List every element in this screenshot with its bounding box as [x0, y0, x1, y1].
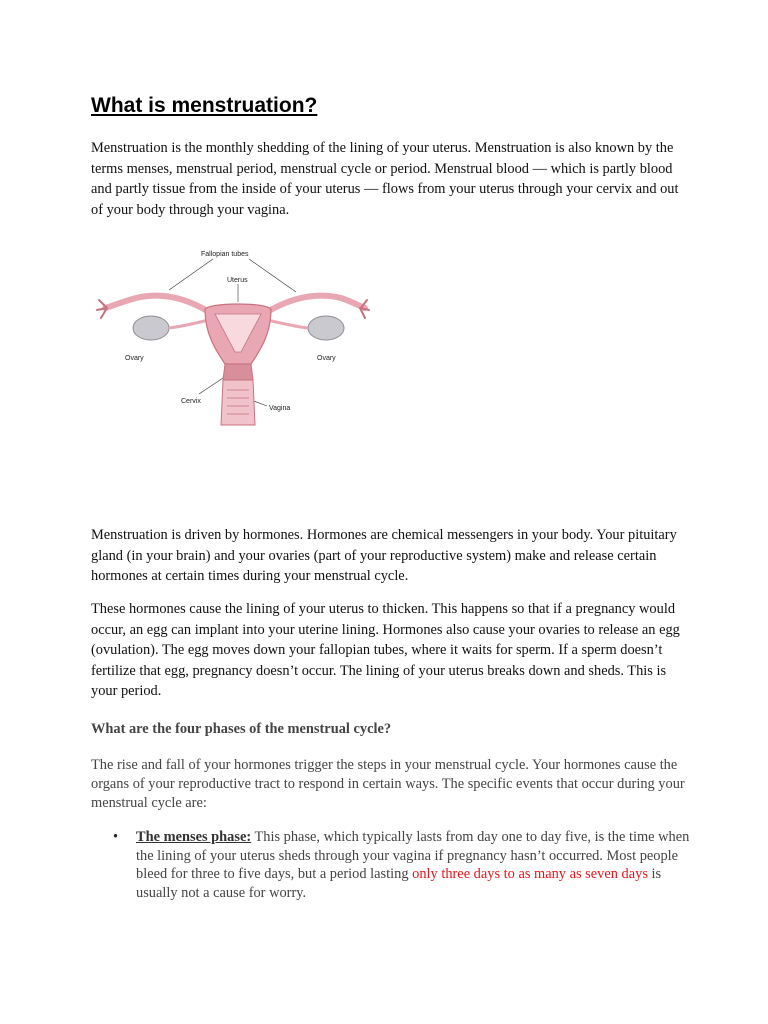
intro-paragraph: Menstruation is the monthly shedding of the lining of your uterus. Menstruation is also known by the terms menses, menstrual period, menstrual cycle or period. Menstrual blood — which is partly blood and partly tissue from the inside of your uterus — flows from your uterus through your cervix and out of your body through your vagina.: [91, 140, 679, 218]
fallopian-leader-left: [169, 259, 213, 290]
page-title: What is menstruation?: [91, 94, 318, 117]
fimbriae-right: [360, 300, 369, 318]
uterine-lining-paragraph: These hormones cause the lining of your uterus to thicken. This happens so that if a pregnancy would occur, an egg can implant into your uterine lining. Hormones also cause your ovaries to release an egg (ovulation). The egg moves down your fallopian tubes, where it waits for sperm. If a sperm doesn’t fertilize that egg, pregnancy doesn’t occur. The lining of your uterus breaks down and sheds. This is your period.: [91, 601, 680, 699]
label-ovary-left: Ovary: [125, 355, 144, 362]
uterus-anatomy-diagram: [91, 240, 371, 440]
list-item: [91, 828, 691, 902]
ovary-left: [133, 316, 169, 340]
phases-list: [91, 828, 691, 902]
vagina-shape: [221, 380, 255, 425]
hormones-paragraph: Menstruation is driven by hormones. Hormones are chemical messengers in your body. Your pituitary gland (in your brain) and your ovaries (part of your reproductive system) make and release certain hormones at certain times during your menstrual cycle.: [91, 527, 677, 584]
phase-name: The menses phase:: [136, 829, 252, 845]
highlighted-text: only three days to as many as seven days: [412, 866, 648, 882]
label-ovary-right: Ovary: [317, 355, 336, 362]
ovary-right: [308, 316, 344, 340]
fallopian-tube-left: [105, 296, 209, 312]
phase-description-end: is usually not a cause for worry.: [136, 866, 662, 901]
ovarian-ligament-right: [267, 320, 308, 328]
fallopian-tube-right: [267, 296, 365, 312]
phases-intro-paragraph: The rise and fall of your hormones trigger the steps in your menstrual cycle. Your hormones cause the organs of your reproductive tract to respond in certain ways. The specific events that occur during your menstrual cycle are:: [91, 757, 685, 811]
label-uterus: Uterus: [227, 277, 248, 284]
phase-description: This phase, which typically lasts from day one to day five, is the time when the lining of your uterus sheds through your vagina if pregnancy hasn’t occurred. Most people bleed for three to five days, but a period lasting: [136, 829, 690, 882]
fimbriae-left: [97, 300, 107, 318]
bullet-marker: •: [113, 829, 119, 845]
label-fallopian-tubes: Fallopian tubes: [201, 251, 249, 258]
label-cervix: Cervix: [181, 398, 201, 405]
phases-heading: What are the four phases of the menstrual cycle?: [91, 721, 392, 737]
ovarian-ligament-left: [169, 320, 209, 328]
cervix-shape: [223, 364, 253, 380]
fallopian-leader-right: [249, 259, 296, 292]
label-vagina: Vagina: [269, 405, 291, 412]
